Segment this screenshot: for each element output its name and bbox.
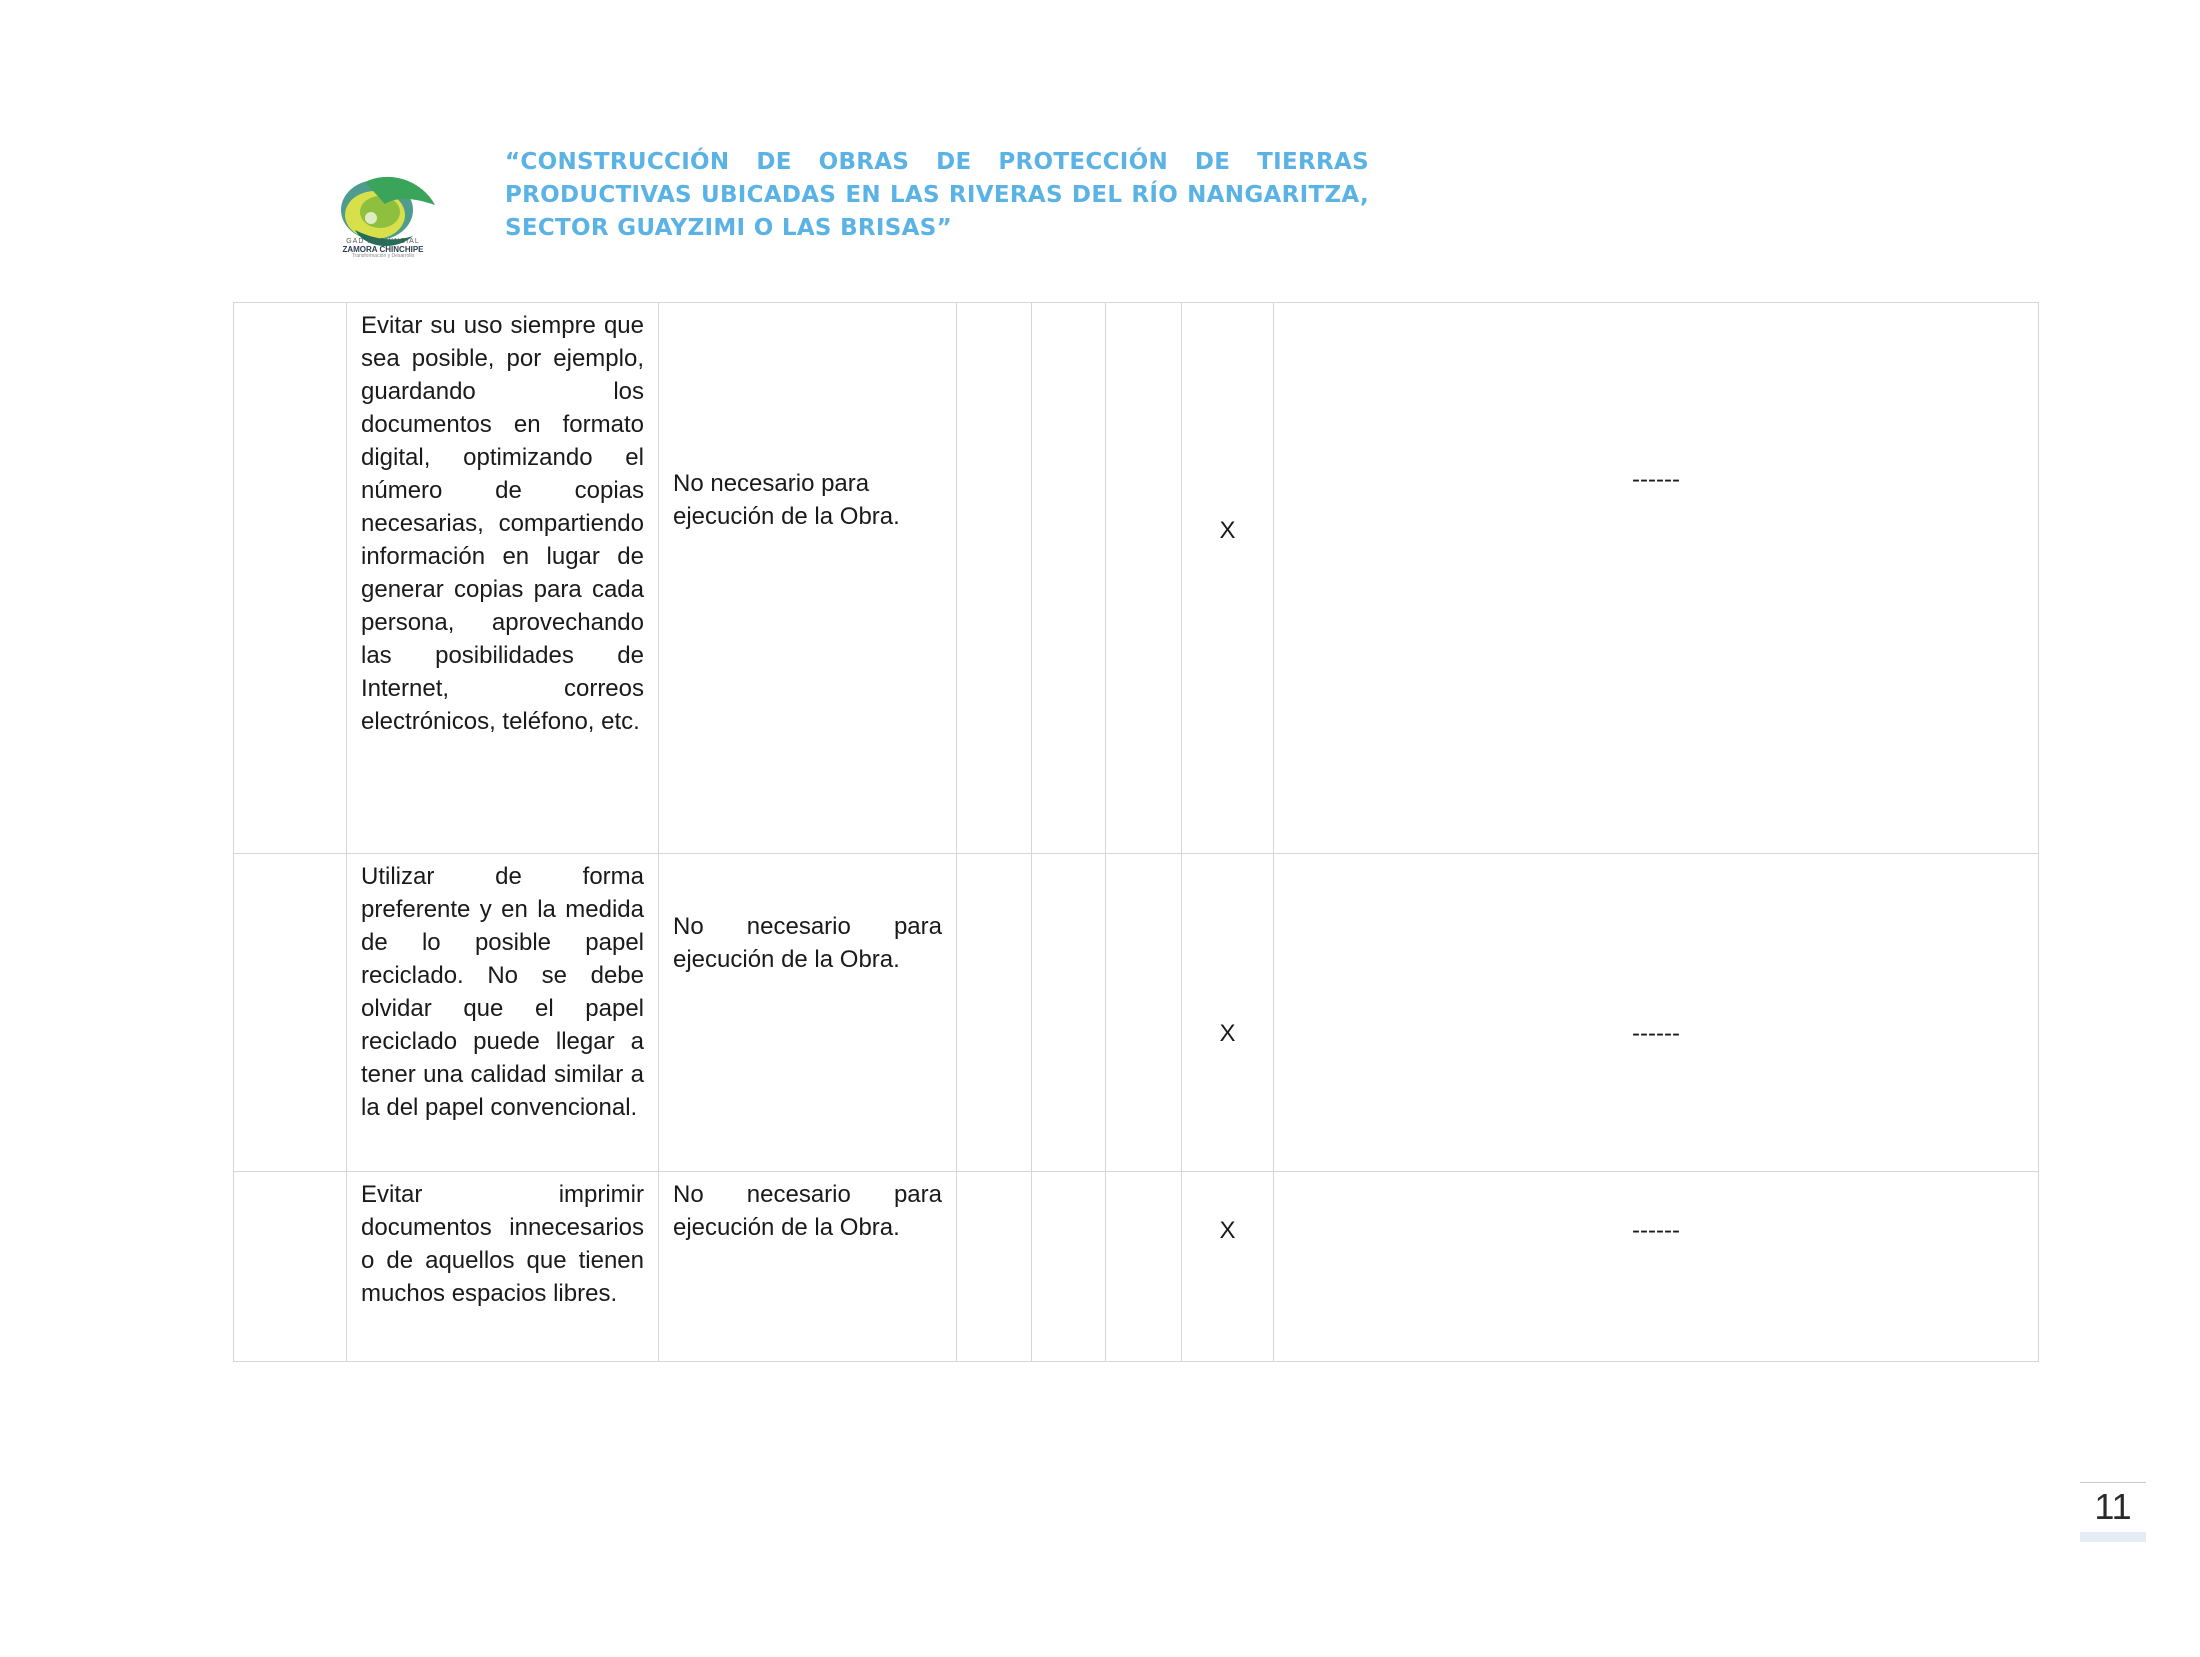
mark-cell: X xyxy=(1182,854,1274,1172)
mark-cell: X xyxy=(1182,1172,1274,1362)
mark-cell: X xyxy=(1182,303,1274,854)
description-cell: Evitar imprimir documentos innecesarios o de aquellos que tienen muchos espacios libres. xyxy=(347,1172,659,1362)
description-cell: Utilizar de forma preferente y en la medida de lo posible papel reciclado. No se debe olvidar que el papel reciclado puede llegar a tener una calidad similar a la del papel convencional. xyxy=(347,854,659,1172)
page-number: 11 xyxy=(2080,1482,2146,1531)
table-row xyxy=(234,303,2039,854)
logo-line-1: GAD PROVINCIAL xyxy=(346,238,420,245)
empty-cell xyxy=(234,1172,347,1362)
table-row xyxy=(234,1172,2039,1362)
observation-cell xyxy=(1274,1172,2039,1362)
empty-cell xyxy=(1106,1172,1182,1362)
observation-text: ------ xyxy=(1632,1217,1680,1244)
observation-text: ------ xyxy=(1632,466,1680,493)
empty-cell xyxy=(1032,1172,1106,1362)
measures-table xyxy=(233,302,2039,1362)
empty-cell xyxy=(1106,303,1182,854)
empty-cell xyxy=(1032,854,1106,1172)
logo-caption xyxy=(322,238,444,260)
observation-cell xyxy=(1274,303,2039,854)
page-number-strip xyxy=(2080,1532,2146,1542)
description-cell: Evitar su uso siempre que sea posible, por ejemplo, guardando los documentos en formato digital, optimizando el número de copias necesarias, compartiendo información en lugar de generar copias para cada persona, aprovechando las posibilidades de Internet, correos electrónicos, teléfono, etc. xyxy=(347,303,659,854)
empty-cell xyxy=(957,1172,1032,1362)
empty-cell xyxy=(234,303,347,854)
table-row xyxy=(234,854,2039,1172)
observation-text: ------ xyxy=(1632,1020,1680,1047)
empty-cell xyxy=(957,854,1032,1172)
empty-cell xyxy=(957,303,1032,854)
observation-cell xyxy=(1274,854,2039,1172)
empty-cell xyxy=(1106,854,1182,1172)
justification-cell xyxy=(659,1172,957,1362)
project-title xyxy=(505,146,1369,245)
project-title-line-2: PRODUCTIVAS UBICADAS EN LAS RIVERAS DEL RÍO NANGARITZA, xyxy=(505,182,1369,208)
project-title-line-1: “CONSTRUCCIÓN DE OBRAS DE PROTECCIÓN DE TIERRAS xyxy=(505,149,1369,175)
justification-text: No necesario para ejecución de la Obra. xyxy=(673,470,900,530)
empty-cell xyxy=(234,854,347,1172)
justification-cell xyxy=(659,854,957,1172)
justification-text: No necesario para ejecución de la Obra. xyxy=(673,1181,942,1241)
project-title-line-3: SECTOR GUAYZIMI O LAS BRISAS” xyxy=(505,215,953,241)
justification-cell xyxy=(659,303,957,854)
justification-text: No necesario para ejecución de la Obra. xyxy=(673,913,942,973)
logo-line-3: Transformación y Desarrollo xyxy=(351,253,415,260)
logo-line-2: ZAMORA CHINCHIPE xyxy=(342,244,424,254)
empty-cell xyxy=(1032,303,1106,854)
